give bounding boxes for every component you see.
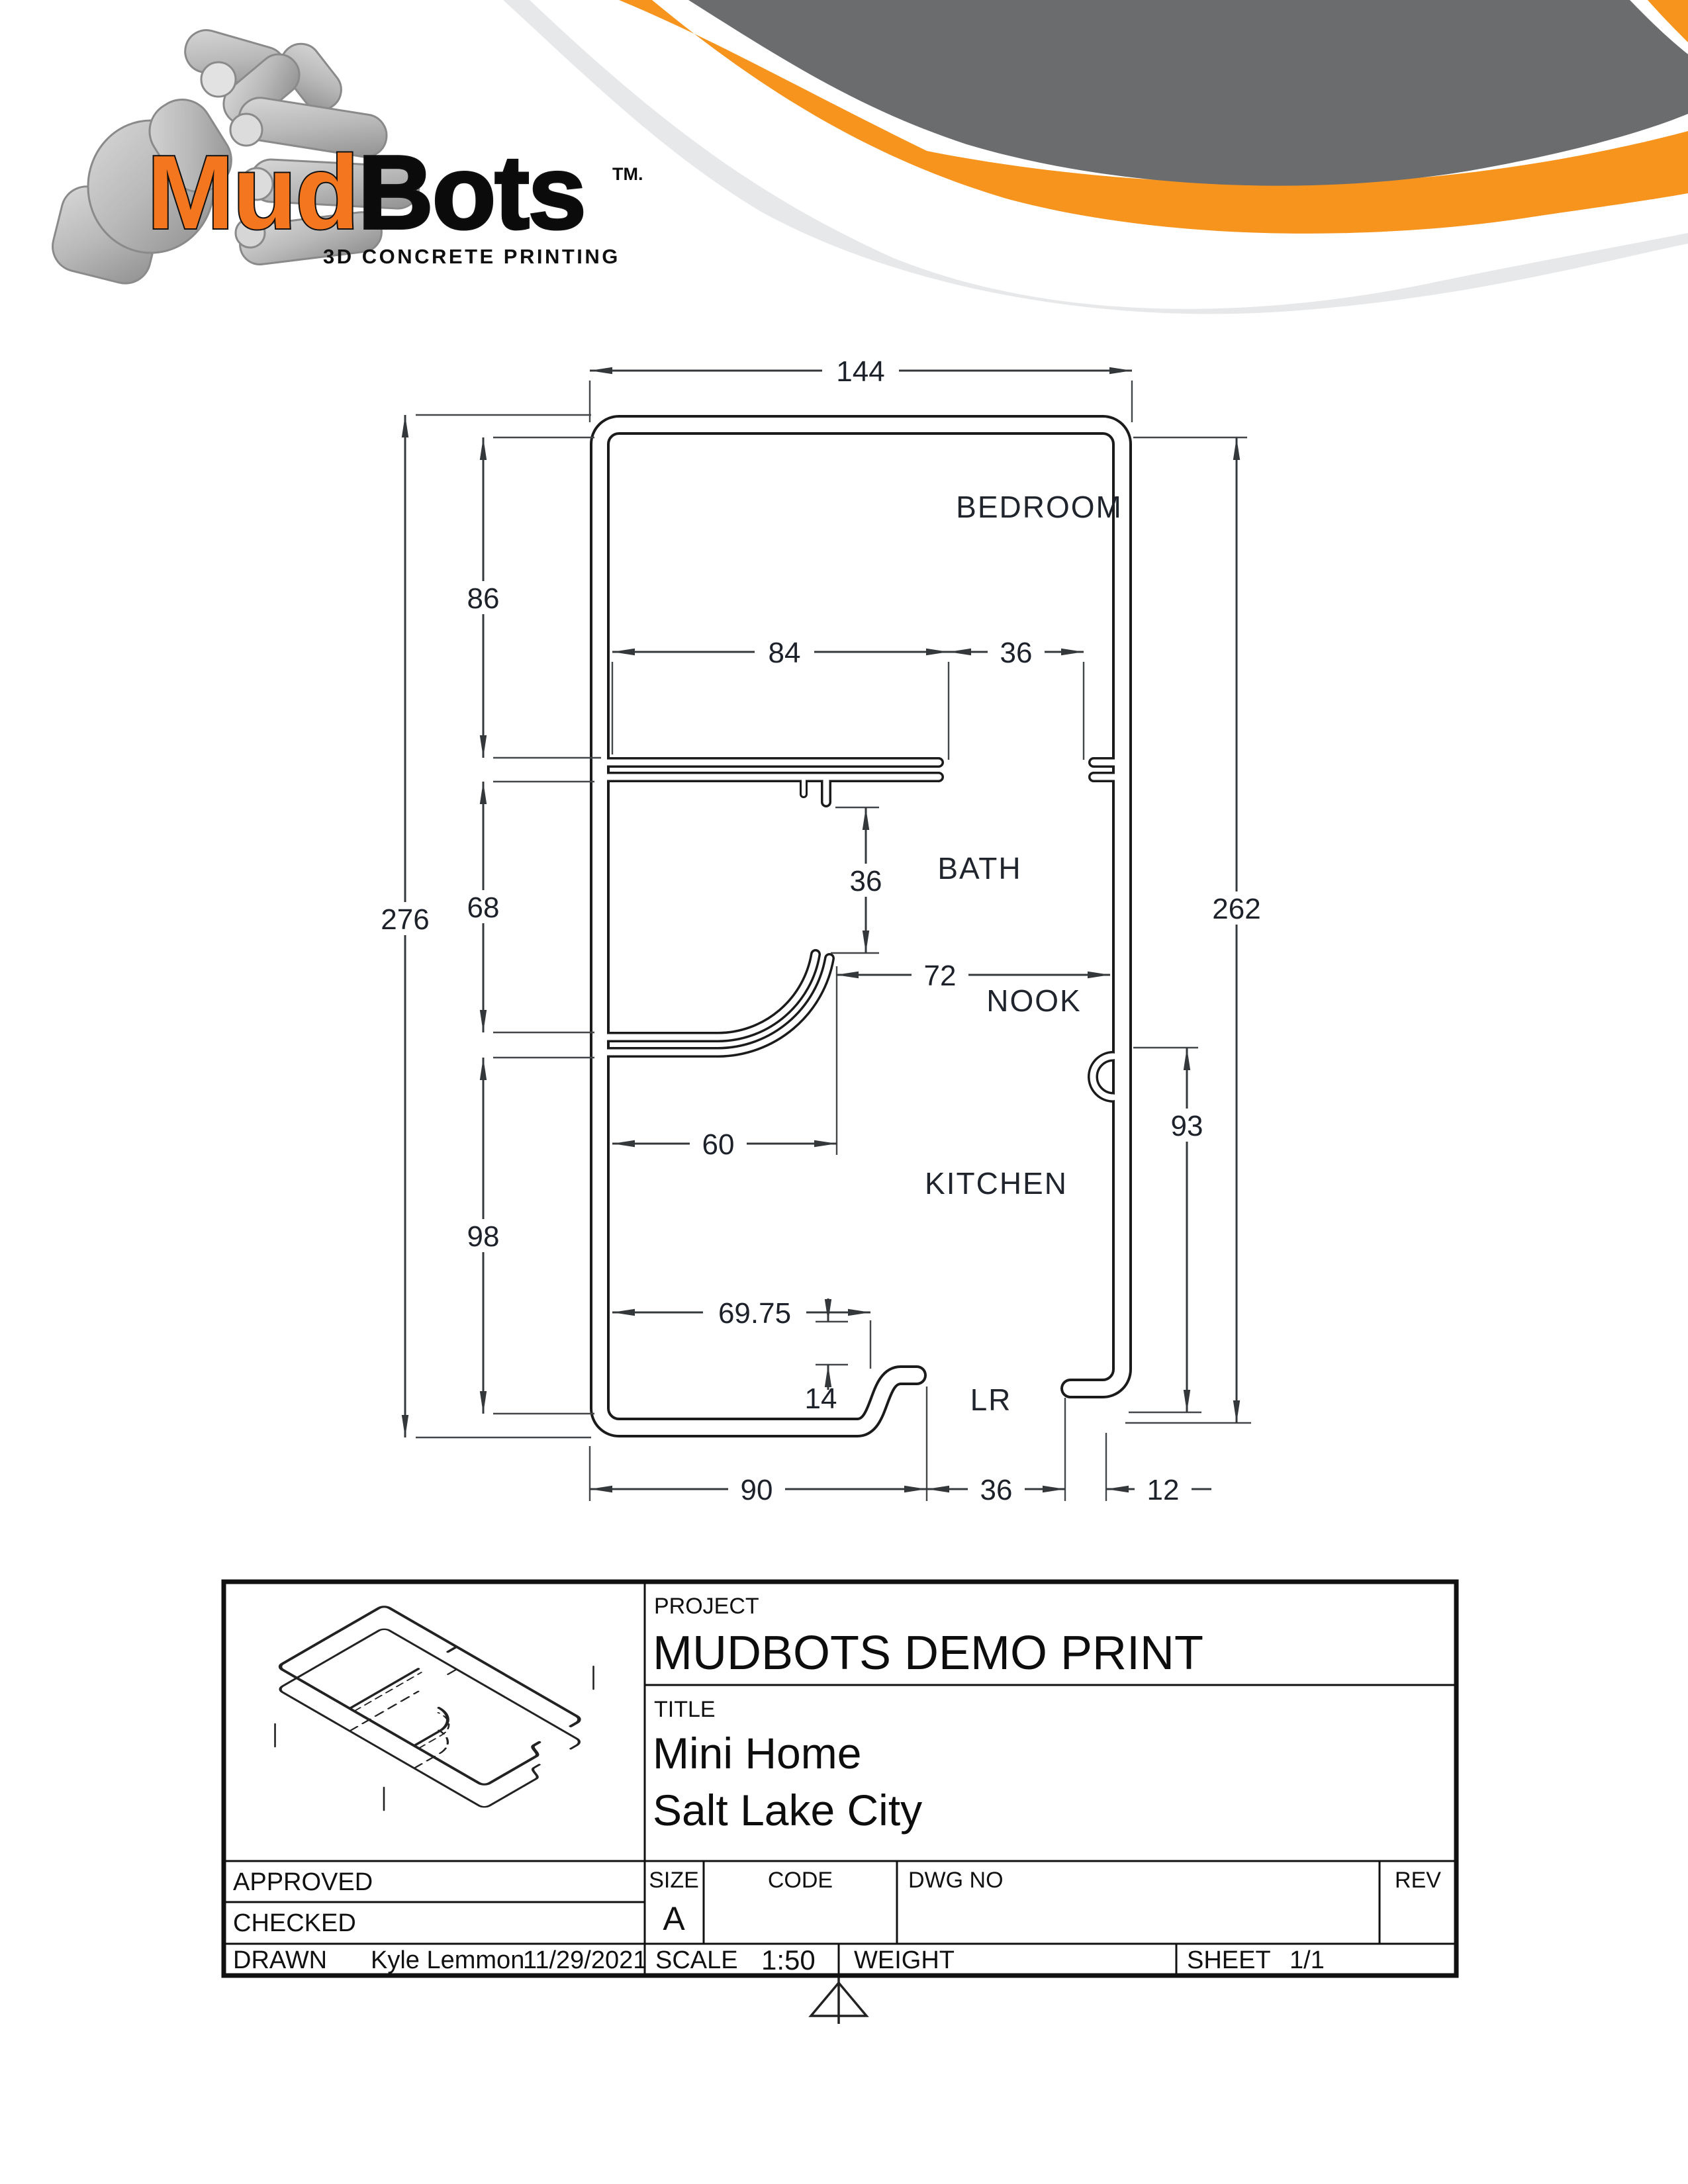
sheet-value: 1/1 [1289,1946,1325,1974]
dim-90: 90 [740,1474,773,1506]
sheet-label: SHEET [1187,1946,1271,1974]
code-label: CODE [767,1868,833,1893]
title-line1: Mini Home [653,1729,862,1778]
dim-93: 93 [1170,1110,1203,1142]
dim-69-75: 69.75 [718,1297,792,1330]
room-label-nook: NOOK [986,983,1082,1018]
dim-68: 68 [467,891,500,924]
approved-label: APPROVED [233,1868,373,1896]
floor-plan-walls [600,425,1122,1428]
dim-36-bath: 36 [849,865,882,897]
room-labels [925,490,1123,1417]
scale-label: SCALE [655,1946,738,1974]
dim-14: 14 [804,1383,837,1415]
drawn-date-value: 11/29/2021 [523,1946,647,1974]
logo-word-mud: Mud [147,134,358,251]
logo-word-bots: Bots [357,134,585,251]
dim-36-lr: 36 [980,1474,1013,1506]
dim-36-top: 36 [1000,637,1033,669]
title-line2: Salt Lake City [653,1786,923,1835]
scale-value: 1:50 [761,1944,816,1976]
dwg-no-label: DWG NO [908,1868,1004,1893]
title-block [224,1582,1456,1976]
dim-262: 262 [1212,893,1261,925]
project-label: PROJECT [654,1594,759,1619]
logo-tm: TM. [612,164,643,184]
dim-12: 12 [1147,1474,1180,1506]
dim-60: 60 [702,1128,735,1161]
dim-86: 86 [467,582,500,615]
drawn-label: DRAWN [233,1946,328,1974]
projection-symbol [811,1978,867,2024]
dimension-text [366,354,1276,1506]
room-label-bath: BATH [937,851,1022,886]
logo-tagline: 3D CONCRETE PRINTING [323,245,620,268]
size-label: SIZE [649,1868,699,1893]
outer-wall-core [600,425,1122,1428]
project-value: MUDBOTS DEMO PRINT [653,1627,1204,1680]
dim-98: 98 [467,1220,500,1253]
header-swoosh-graphic [503,0,1688,314]
mudbots-logo [48,25,643,289]
room-label-bedroom: BEDROOM [956,490,1123,524]
logo-wordmark [147,134,585,251]
swoosh-dark-gray-blob [688,0,1688,186]
dim-144: 144 [836,355,885,388]
dim-84: 84 [768,637,801,669]
weight-label: WEIGHT [854,1946,955,1974]
dim-72: 72 [923,960,957,992]
dim-276: 276 [381,903,430,936]
room-label-kitchen: KITCHEN [925,1166,1068,1201]
isometric-preview [275,1605,594,1810]
title-label: TITLE [654,1697,716,1722]
room-label-lr: LR [970,1383,1012,1417]
drawn-by-value: Kyle Lemmon [371,1946,525,1974]
outer-wall-path [600,425,1122,1428]
divider2-upper-core [600,954,816,1037]
rev-label: REV [1395,1868,1441,1893]
checked-label: CHECKED [233,1909,356,1937]
size-value: A [663,1900,685,1937]
divider2-upper-curve [600,954,816,1037]
